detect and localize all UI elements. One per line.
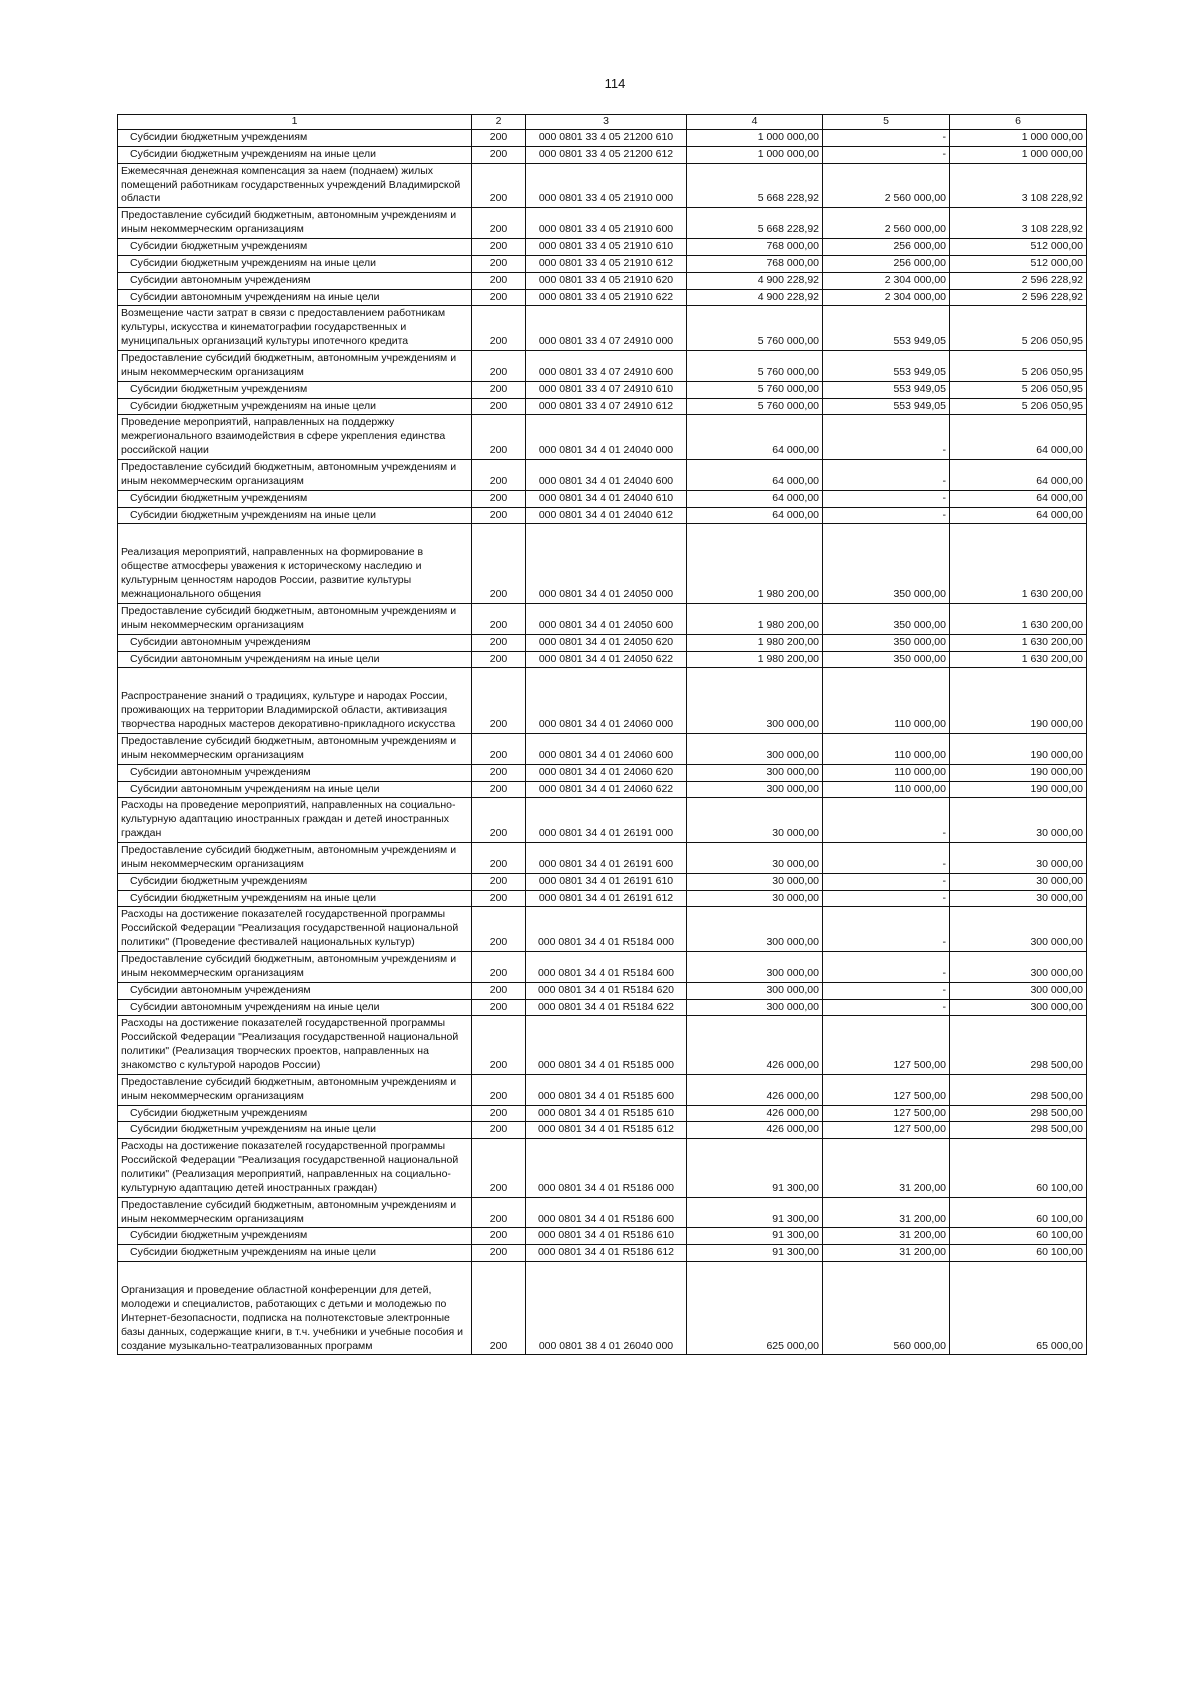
cell-code: 200	[472, 764, 526, 781]
cell-amount-col6: 190 000,00	[950, 733, 1087, 764]
table-row	[118, 381, 1087, 398]
cell-code: 200	[472, 668, 526, 734]
cell-amount-col4: 64 000,00	[687, 507, 823, 524]
cell-amount-col5: -	[823, 798, 950, 843]
cell-amount-col4: 30 000,00	[687, 873, 823, 890]
cell-amount-col6: 60 100,00	[950, 1197, 1087, 1228]
table-row	[118, 351, 1087, 382]
cell-classification: 000 0801 33 4 05 21910 600	[526, 208, 687, 239]
cell-code: 200	[472, 507, 526, 524]
cell-amount-col5: 127 500,00	[823, 1074, 950, 1105]
cell-amount-col4: 1 980 200,00	[687, 603, 823, 634]
cell-classification: 000 0801 34 4 01 R5185 600	[526, 1074, 687, 1105]
cell-amount-col6: 5 206 050,95	[950, 306, 1087, 351]
cell-name: Субсидии бюджетным учреждениям	[118, 1105, 472, 1122]
cell-amount-col5: -	[823, 507, 950, 524]
cell-code: 200	[472, 272, 526, 289]
table-row	[118, 733, 1087, 764]
cell-classification: 000 0801 33 4 05 21910 620	[526, 272, 687, 289]
cell-amount-col5: 31 200,00	[823, 1197, 950, 1228]
cell-amount-col4: 300 000,00	[687, 764, 823, 781]
cell-amount-col6: 64 000,00	[950, 460, 1087, 491]
table-row	[118, 999, 1087, 1016]
cell-amount-col5: -	[823, 951, 950, 982]
cell-name: Субсидии бюджетным учреждениям	[118, 490, 472, 507]
cell-name: Предоставление субсидий бюджетным, автономным учреждениям и иным некоммерческим организациям	[118, 208, 472, 239]
cell-classification: 000 0801 34 4 01 24060 620	[526, 764, 687, 781]
cell-amount-col5: -	[823, 907, 950, 952]
cell-name: Субсидии бюджетным учреждениям	[118, 873, 472, 890]
cell-code: 200	[472, 999, 526, 1016]
cell-amount-col5: -	[823, 460, 950, 491]
cell-amount-col5: 110 000,00	[823, 764, 950, 781]
cell-name: Проведение мероприятий, направленных на поддержку межрегионального взаимодействия в сфере укрепления единства российской нации	[118, 415, 472, 460]
cell-amount-col5: 127 500,00	[823, 1016, 950, 1074]
cell-classification: 000 0801 34 4 01 R5184 600	[526, 951, 687, 982]
table-row	[118, 781, 1087, 798]
cell-code: 200	[472, 907, 526, 952]
cell-amount-col6: 300 000,00	[950, 982, 1087, 999]
cell-amount-col6: 298 500,00	[950, 1105, 1087, 1122]
cell-classification: 000 0801 34 4 01 24040 600	[526, 460, 687, 491]
column-header: 6	[950, 115, 1087, 130]
table-row	[118, 239, 1087, 256]
table-row	[118, 842, 1087, 873]
cell-amount-col6: 1 000 000,00	[950, 146, 1087, 163]
table-row	[118, 289, 1087, 306]
cell-amount-col5: 350 000,00	[823, 634, 950, 651]
cell-code: 200	[472, 130, 526, 147]
cell-amount-col4: 91 300,00	[687, 1197, 823, 1228]
cell-amount-col5: 110 000,00	[823, 733, 950, 764]
cell-amount-col5: 350 000,00	[823, 524, 950, 603]
cell-amount-col5: -	[823, 842, 950, 873]
cell-amount-col6: 1 630 200,00	[950, 524, 1087, 603]
table-row	[118, 982, 1087, 999]
cell-amount-col5: 110 000,00	[823, 668, 950, 734]
cell-amount-col6: 5 206 050,95	[950, 351, 1087, 382]
cell-classification: 000 0801 34 4 01 24050 000	[526, 524, 687, 603]
cell-amount-col4: 1 980 200,00	[687, 651, 823, 668]
table-row	[118, 306, 1087, 351]
cell-amount-col5: -	[823, 130, 950, 147]
cell-amount-col6: 1 630 200,00	[950, 603, 1087, 634]
cell-name: Субсидии бюджетным учреждениям на иные цели	[118, 1245, 472, 1262]
cell-code: 200	[472, 163, 526, 208]
table-row	[118, 1139, 1087, 1197]
cell-amount-col6: 190 000,00	[950, 781, 1087, 798]
cell-amount-col5: 2 560 000,00	[823, 208, 950, 239]
cell-classification: 000 0801 33 4 07 24910 610	[526, 381, 687, 398]
cell-amount-col6: 190 000,00	[950, 668, 1087, 734]
cell-classification: 000 0801 38 4 01 26040 000	[526, 1262, 687, 1355]
cell-amount-col6: 190 000,00	[950, 764, 1087, 781]
cell-classification: 000 0801 33 4 05 21910 000	[526, 163, 687, 208]
cell-code: 200	[472, 490, 526, 507]
table-row	[118, 634, 1087, 651]
table-row	[118, 255, 1087, 272]
cell-amount-col6: 300 000,00	[950, 907, 1087, 952]
cell-name: Возмещение части затрат в связи с предоставлением работникам культуры, искусства и кинематографии государственных и муниципальных организаций культуры ипотечного кредита	[118, 306, 472, 351]
cell-classification: 000 0801 33 4 05 21910 622	[526, 289, 687, 306]
cell-name: Расходы на достижение показателей государственной программы Российской Федерации "Реализация государственной национальной политики" (Проведение фестивалей национальных культур)	[118, 907, 472, 952]
cell-amount-col4: 64 000,00	[687, 460, 823, 491]
cell-code: 200	[472, 982, 526, 999]
cell-code: 200	[472, 798, 526, 843]
cell-amount-col5: 127 500,00	[823, 1122, 950, 1139]
cell-amount-col6: 300 000,00	[950, 999, 1087, 1016]
cell-amount-col6: 298 500,00	[950, 1016, 1087, 1074]
cell-amount-col5: 350 000,00	[823, 603, 950, 634]
cell-code: 200	[472, 1262, 526, 1355]
cell-name: Расходы на достижение показателей государственной программы Российской Федерации "Реализация государственной национальной политики" (Реализация творческих проектов, направленных на знакомство с культурой народов России)	[118, 1016, 472, 1074]
cell-amount-col4: 30 000,00	[687, 890, 823, 907]
cell-name: Организация и проведение областной конференции для детей, молодежи и специалистов, работающих с детьми и молодежью по Интернет-безопасности, подписка на полнотекстовые электронные базы данных, содержащие книги, в т.ч. учебники и учебные пособия и создание музыкально-театрализованных программ	[118, 1262, 472, 1355]
cell-code: 200	[472, 524, 526, 603]
page-number: 114	[604, 76, 626, 91]
cell-name: Субсидии автономным учреждениям на иные цели	[118, 999, 472, 1016]
cell-amount-col4: 5 668 228,92	[687, 208, 823, 239]
table-row	[118, 668, 1087, 734]
cell-amount-col6: 300 000,00	[950, 951, 1087, 982]
cell-code: 200	[472, 873, 526, 890]
cell-amount-col4: 426 000,00	[687, 1122, 823, 1139]
cell-amount-col4: 300 000,00	[687, 781, 823, 798]
table-row	[118, 1228, 1087, 1245]
column-header: 1	[118, 115, 472, 130]
cell-amount-col5: 31 200,00	[823, 1245, 950, 1262]
cell-amount-col4: 1 980 200,00	[687, 634, 823, 651]
cell-amount-col4: 91 300,00	[687, 1245, 823, 1262]
cell-classification: 000 0801 34 4 01 26191 600	[526, 842, 687, 873]
table-row	[118, 146, 1087, 163]
cell-code: 200	[472, 398, 526, 415]
cell-amount-col6: 64 000,00	[950, 490, 1087, 507]
cell-amount-col4: 300 000,00	[687, 907, 823, 952]
cell-code: 200	[472, 381, 526, 398]
cell-amount-col4: 768 000,00	[687, 255, 823, 272]
cell-amount-col4: 426 000,00	[687, 1074, 823, 1105]
cell-name: Расходы на проведение мероприятий, направленных на социально-культурную адаптацию иностранных граждан и детей иностранных граждан	[118, 798, 472, 843]
table-row	[118, 507, 1087, 524]
cell-amount-col4: 1 000 000,00	[687, 130, 823, 147]
cell-amount-col6: 60 100,00	[950, 1228, 1087, 1245]
cell-amount-col6: 64 000,00	[950, 415, 1087, 460]
table-body	[118, 130, 1087, 1355]
cell-code: 200	[472, 781, 526, 798]
cell-code: 200	[472, 603, 526, 634]
cell-classification: 000 0801 34 4 01 R5184 622	[526, 999, 687, 1016]
cell-classification: 000 0801 34 4 01 26191 610	[526, 873, 687, 890]
cell-code: 200	[472, 415, 526, 460]
cell-amount-col4: 5 760 000,00	[687, 306, 823, 351]
cell-name: Субсидии автономным учреждениям	[118, 982, 472, 999]
table-row	[118, 651, 1087, 668]
cell-classification: 000 0801 34 4 01 24040 612	[526, 507, 687, 524]
table-row	[118, 415, 1087, 460]
cell-code: 200	[472, 634, 526, 651]
column-header: 3	[526, 115, 687, 130]
cell-amount-col4: 4 900 228,92	[687, 289, 823, 306]
cell-classification: 000 0801 34 4 01 R5185 610	[526, 1105, 687, 1122]
cell-amount-col4: 300 000,00	[687, 733, 823, 764]
table-row	[118, 1245, 1087, 1262]
cell-amount-col4: 426 000,00	[687, 1016, 823, 1074]
table-row	[118, 524, 1087, 603]
cell-code: 200	[472, 951, 526, 982]
cell-amount-col6: 2 596 228,92	[950, 289, 1087, 306]
table-row	[118, 1197, 1087, 1228]
cell-amount-col4: 1 980 200,00	[687, 524, 823, 603]
table-row	[118, 1262, 1087, 1355]
cell-name: Субсидии бюджетным учреждениям	[118, 130, 472, 147]
cell-amount-col5: 31 200,00	[823, 1139, 950, 1197]
cell-name: Субсидии автономным учреждениям	[118, 634, 472, 651]
cell-classification: 000 0801 34 4 01 R5184 000	[526, 907, 687, 952]
cell-amount-col4: 30 000,00	[687, 842, 823, 873]
cell-code: 200	[472, 351, 526, 382]
cell-name: Ежемесячная денежная компенсация за наем (поднаем) жилых помещений работникам государственных учреждений Владимирской области	[118, 163, 472, 208]
cell-classification: 000 0801 34 4 01 24050 620	[526, 634, 687, 651]
cell-amount-col4: 300 000,00	[687, 982, 823, 999]
cell-amount-col4: 1 000 000,00	[687, 146, 823, 163]
table-row	[118, 1016, 1087, 1074]
cell-amount-col5: 553 949,05	[823, 306, 950, 351]
cell-code: 200	[472, 1105, 526, 1122]
cell-amount-col6: 1 000 000,00	[950, 130, 1087, 147]
cell-classification: 000 0801 34 4 01 R5186 600	[526, 1197, 687, 1228]
cell-amount-col4: 91 300,00	[687, 1228, 823, 1245]
table-row	[118, 398, 1087, 415]
cell-name: Субсидии автономным учреждениям на иные цели	[118, 289, 472, 306]
cell-classification: 000 0801 34 4 01 R5185 612	[526, 1122, 687, 1139]
table-row	[118, 272, 1087, 289]
cell-amount-col5: 2 304 000,00	[823, 289, 950, 306]
cell-classification: 000 0801 34 4 01 R5186 000	[526, 1139, 687, 1197]
cell-amount-col6: 3 108 228,92	[950, 208, 1087, 239]
cell-amount-col4: 4 900 228,92	[687, 272, 823, 289]
cell-classification: 000 0801 34 4 01 24060 000	[526, 668, 687, 734]
cell-amount-col6: 1 630 200,00	[950, 651, 1087, 668]
cell-classification: 000 0801 33 4 05 21200 612	[526, 146, 687, 163]
cell-code: 200	[472, 1074, 526, 1105]
cell-amount-col4: 768 000,00	[687, 239, 823, 256]
table-row	[118, 764, 1087, 781]
cell-name: Распространение знаний о традициях, культуре и народах России, проживающих на территории Владимирской области, активизация творчества народных мастеров декоративно-прикладного искусства	[118, 668, 472, 734]
cell-name: Предоставление субсидий бюджетным, автономным учреждениям и иным некоммерческим организациям	[118, 351, 472, 382]
cell-code: 200	[472, 733, 526, 764]
cell-amount-col4: 426 000,00	[687, 1105, 823, 1122]
cell-code: 200	[472, 460, 526, 491]
cell-classification: 000 0801 34 4 01 24050 600	[526, 603, 687, 634]
cell-name: Субсидии бюджетным учреждениям	[118, 1228, 472, 1245]
cell-classification: 000 0801 34 4 01 26191 612	[526, 890, 687, 907]
cell-code: 200	[472, 1139, 526, 1197]
cell-amount-col4: 5 760 000,00	[687, 398, 823, 415]
cell-name: Предоставление субсидий бюджетным, автономным учреждениям и иным некоммерческим организациям	[118, 460, 472, 491]
cell-amount-col5: -	[823, 146, 950, 163]
cell-name: Предоставление субсидий бюджетным, автономным учреждениям и иным некоммерческим организациям	[118, 603, 472, 634]
cell-name: Субсидии бюджетным учреждениям	[118, 239, 472, 256]
cell-code: 200	[472, 1228, 526, 1245]
table-row	[118, 890, 1087, 907]
table-row	[118, 163, 1087, 208]
cell-classification: 000 0801 34 4 01 24040 610	[526, 490, 687, 507]
cell-amount-col4: 64 000,00	[687, 490, 823, 507]
cell-name: Реализация мероприятий, направленных на формирование в обществе атмосферы уважения к историческому наследию и культурным ценностям народов России, развитие культуры межнационального общения	[118, 524, 472, 603]
table-row	[118, 603, 1087, 634]
cell-code: 200	[472, 306, 526, 351]
cell-name: Предоставление субсидий бюджетным, автономным учреждениям и иным некоммерческим организациям	[118, 842, 472, 873]
cell-code: 200	[472, 651, 526, 668]
cell-classification: 000 0801 34 4 01 R5186 612	[526, 1245, 687, 1262]
cell-amount-col4: 300 000,00	[687, 951, 823, 982]
cell-classification: 000 0801 33 4 05 21200 610	[526, 130, 687, 147]
cell-name: Субсидии бюджетным учреждениям на иные цели	[118, 255, 472, 272]
cell-classification: 000 0801 33 4 05 21910 610	[526, 239, 687, 256]
cell-classification: 000 0801 34 4 01 R5186 610	[526, 1228, 687, 1245]
cell-amount-col4: 64 000,00	[687, 415, 823, 460]
cell-classification: 000 0801 33 4 05 21910 612	[526, 255, 687, 272]
cell-name: Предоставление субсидий бюджетным, автономным учреждениям и иным некоммерческим организациям	[118, 733, 472, 764]
cell-classification: 000 0801 34 4 01 R5184 620	[526, 982, 687, 999]
cell-code: 200	[472, 289, 526, 306]
cell-name: Субсидии бюджетным учреждениям на иные цели	[118, 398, 472, 415]
cell-name: Субсидии бюджетным учреждениям на иные цели	[118, 1122, 472, 1139]
cell-amount-col6: 30 000,00	[950, 842, 1087, 873]
cell-amount-col5: 256 000,00	[823, 239, 950, 256]
cell-classification: 000 0801 33 4 07 24910 600	[526, 351, 687, 382]
cell-amount-col4: 5 760 000,00	[687, 381, 823, 398]
cell-name: Субсидии автономным учреждениям на иные цели	[118, 781, 472, 798]
budget-table	[117, 114, 1087, 1355]
cell-amount-col6: 3 108 228,92	[950, 163, 1087, 208]
table-row	[118, 130, 1087, 147]
column-number-row	[118, 115, 1087, 130]
cell-amount-col6: 30 000,00	[950, 873, 1087, 890]
cell-amount-col6: 2 596 228,92	[950, 272, 1087, 289]
cell-name: Субсидии автономным учреждениям	[118, 272, 472, 289]
table-row	[118, 490, 1087, 507]
cell-amount-col6: 298 500,00	[950, 1122, 1087, 1139]
cell-classification: 000 0801 34 4 01 26191 000	[526, 798, 687, 843]
table-row	[118, 907, 1087, 952]
cell-amount-col6: 60 100,00	[950, 1245, 1087, 1262]
table-row	[118, 208, 1087, 239]
cell-amount-col4: 91 300,00	[687, 1139, 823, 1197]
column-header: 5	[823, 115, 950, 130]
cell-classification: 000 0801 33 4 07 24910 000	[526, 306, 687, 351]
table-row	[118, 873, 1087, 890]
cell-classification: 000 0801 34 4 01 24050 622	[526, 651, 687, 668]
cell-amount-col4: 625 000,00	[687, 1262, 823, 1355]
table-row	[118, 798, 1087, 843]
cell-amount-col6: 512 000,00	[950, 255, 1087, 272]
cell-amount-col6: 65 000,00	[950, 1262, 1087, 1355]
cell-amount-col5: 350 000,00	[823, 651, 950, 668]
cell-name: Предоставление субсидий бюджетным, автономным учреждениям и иным некоммерческим организациям	[118, 951, 472, 982]
cell-classification: 000 0801 34 4 01 24040 000	[526, 415, 687, 460]
cell-amount-col4: 5 668 228,92	[687, 163, 823, 208]
cell-name: Расходы на достижение показателей государственной программы Российской Федерации "Реализация государственной национальной политики" (Реализация мероприятий, направленных на социально-культурную адаптацию детей иностранных граждан)	[118, 1139, 472, 1197]
cell-classification: 000 0801 34 4 01 R5185 000	[526, 1016, 687, 1074]
cell-amount-col5: -	[823, 999, 950, 1016]
cell-code: 200	[472, 208, 526, 239]
cell-amount-col5: 110 000,00	[823, 781, 950, 798]
cell-code: 200	[472, 1245, 526, 1262]
cell-amount-col5: -	[823, 490, 950, 507]
cell-amount-col5: 127 500,00	[823, 1105, 950, 1122]
table-row	[118, 1122, 1087, 1139]
table-row	[118, 1105, 1087, 1122]
cell-amount-col6: 30 000,00	[950, 890, 1087, 907]
cell-amount-col5: 553 949,05	[823, 381, 950, 398]
cell-name: Субсидии автономным учреждениям на иные цели	[118, 651, 472, 668]
column-header: 2	[472, 115, 526, 130]
cell-amount-col6: 1 630 200,00	[950, 634, 1087, 651]
cell-name: Субсидии автономным учреждениям	[118, 764, 472, 781]
cell-amount-col6: 5 206 050,95	[950, 398, 1087, 415]
cell-amount-col5: 2 304 000,00	[823, 272, 950, 289]
cell-name: Субсидии бюджетным учреждениям на иные цели	[118, 890, 472, 907]
cell-code: 200	[472, 890, 526, 907]
cell-name: Субсидии бюджетным учреждениям на иные цели	[118, 507, 472, 524]
cell-code: 200	[472, 239, 526, 256]
cell-amount-col4: 5 760 000,00	[687, 351, 823, 382]
cell-classification: 000 0801 34 4 01 24060 622	[526, 781, 687, 798]
cell-amount-col6: 64 000,00	[950, 507, 1087, 524]
table-row	[118, 951, 1087, 982]
cell-amount-col6: 5 206 050,95	[950, 381, 1087, 398]
cell-amount-col4: 30 000,00	[687, 798, 823, 843]
table-row	[118, 1074, 1087, 1105]
cell-amount-col5: -	[823, 873, 950, 890]
cell-name: Предоставление субсидий бюджетным, автономным учреждениям и иным некоммерческим организациям	[118, 1074, 472, 1105]
cell-code: 200	[472, 842, 526, 873]
cell-amount-col5: 553 949,05	[823, 398, 950, 415]
cell-amount-col5: 2 560 000,00	[823, 163, 950, 208]
cell-code: 200	[472, 1016, 526, 1074]
cell-amount-col5: -	[823, 982, 950, 999]
cell-amount-col6: 60 100,00	[950, 1139, 1087, 1197]
table-row	[118, 460, 1087, 491]
cell-code: 200	[472, 1122, 526, 1139]
cell-amount-col5: 31 200,00	[823, 1228, 950, 1245]
cell-code: 200	[472, 255, 526, 272]
cell-amount-col5: 560 000,00	[823, 1262, 950, 1355]
column-header: 4	[687, 115, 823, 130]
cell-amount-col6: 512 000,00	[950, 239, 1087, 256]
cell-amount-col5: 553 949,05	[823, 351, 950, 382]
cell-amount-col4: 300 000,00	[687, 668, 823, 734]
cell-name: Предоставление субсидий бюджетным, автономным учреждениям и иным некоммерческим организациям	[118, 1197, 472, 1228]
cell-amount-col5: 256 000,00	[823, 255, 950, 272]
cell-classification: 000 0801 34 4 01 24060 600	[526, 733, 687, 764]
cell-amount-col4: 300 000,00	[687, 999, 823, 1016]
cell-amount-col6: 30 000,00	[950, 798, 1087, 843]
cell-amount-col5: -	[823, 415, 950, 460]
cell-name: Субсидии бюджетным учреждениям	[118, 381, 472, 398]
cell-code: 200	[472, 1197, 526, 1228]
cell-code: 200	[472, 146, 526, 163]
cell-name: Субсидии бюджетным учреждениям на иные цели	[118, 146, 472, 163]
cell-classification: 000 0801 33 4 07 24910 612	[526, 398, 687, 415]
cell-amount-col6: 298 500,00	[950, 1074, 1087, 1105]
cell-amount-col5: -	[823, 890, 950, 907]
